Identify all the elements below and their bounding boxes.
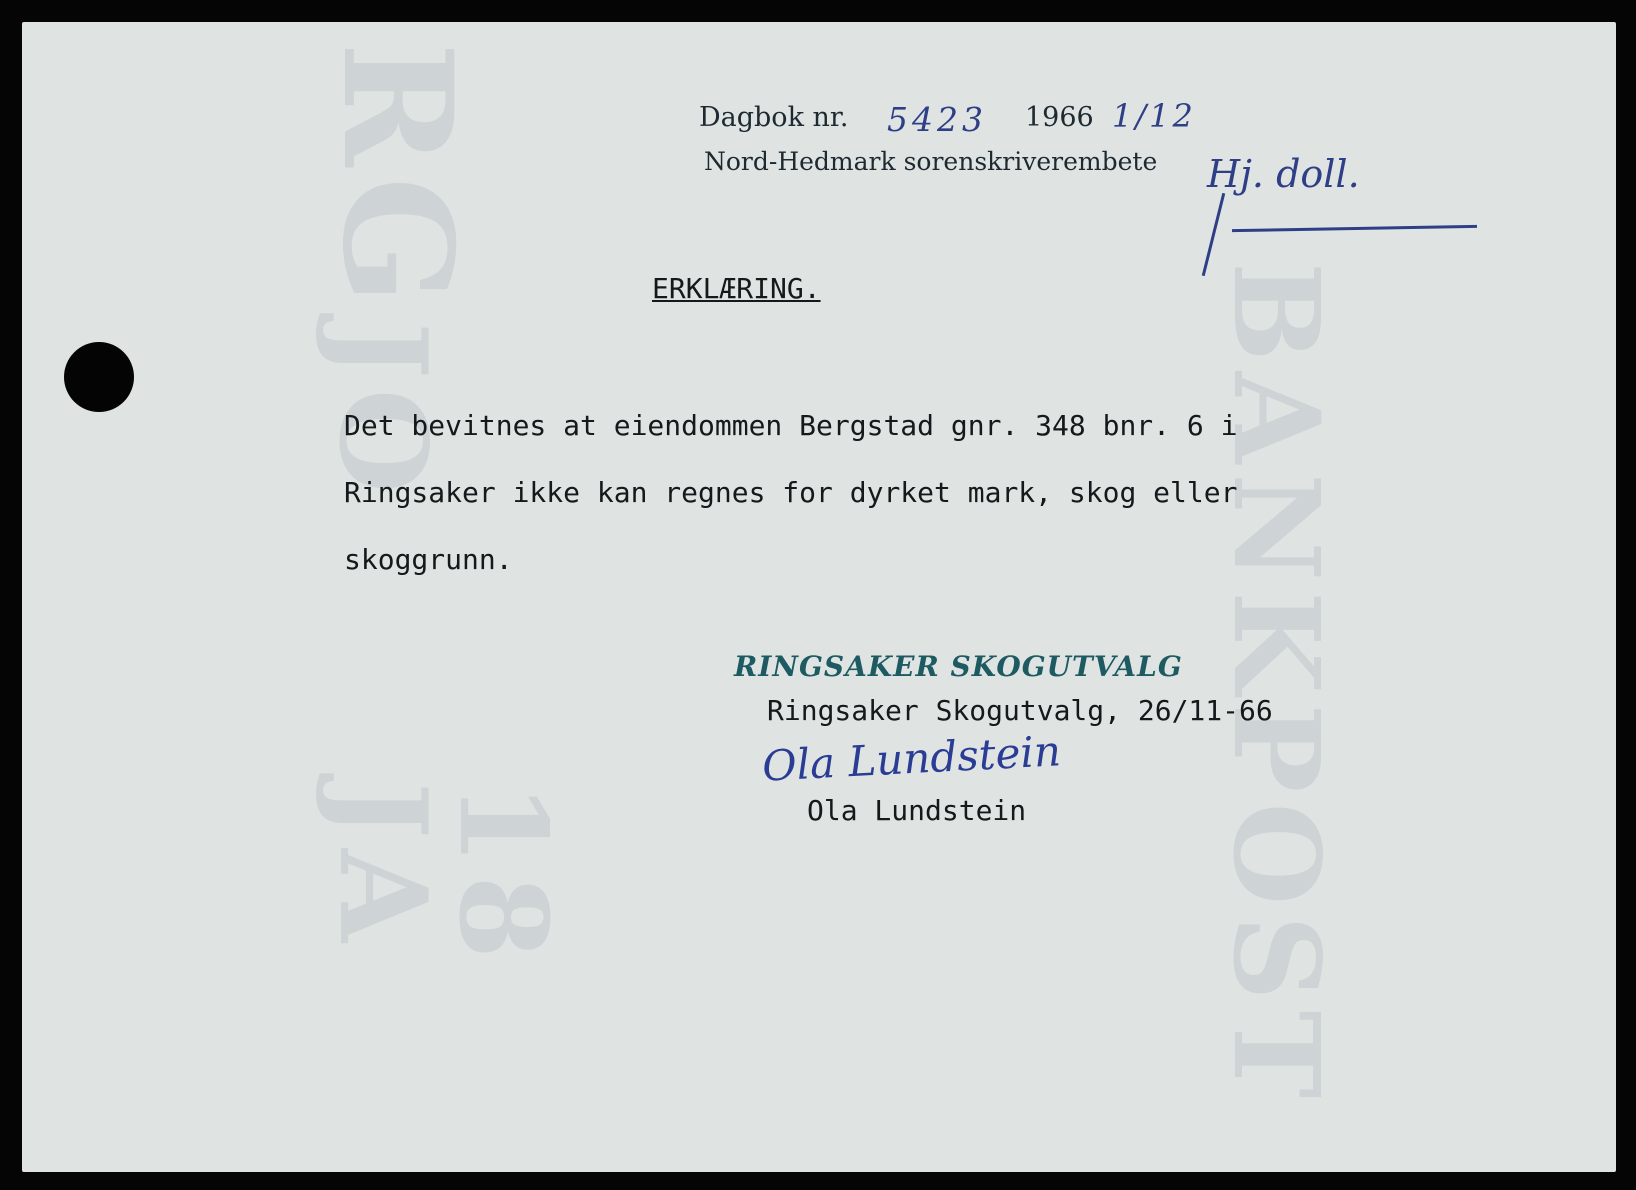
body-line: skoggrunn.	[344, 543, 513, 576]
handwritten-date: 1/12	[1112, 97, 1196, 135]
document-page	[22, 22, 1616, 1172]
stamp-year: 1966	[1025, 102, 1094, 133]
punch-hole	[64, 342, 134, 412]
watermark-left-mid: JO	[312, 322, 453, 504]
place-date: Ringsaker Skogutvalg, 26/11-66	[767, 694, 1273, 727]
handwritten-signature: Ola Lundstein	[760, 726, 1062, 791]
organization-stamp: RINGSAKER SKOGUTVALG	[734, 650, 1183, 683]
watermark-left-bottom: 18 JA	[312, 782, 573, 969]
document-heading: ERKLÆRING.	[652, 272, 821, 305]
handwritten-diary-number: 5423	[887, 100, 987, 139]
initials-underline	[1232, 225, 1477, 232]
watermark-right: BANKPOST	[1207, 262, 1346, 1109]
handwritten-initials: Hj. doll.	[1207, 152, 1360, 196]
watermark-left-top: RG	[309, 42, 485, 315]
document-body	[344, 392, 1237, 593]
body-line: Det bevitnes at eiendommen Bergstad gnr. 348 bnr. 6 i	[344, 409, 1238, 442]
signer-name: Ola Lundstein	[807, 794, 1027, 827]
dagbok-label: Dagbok nr.	[699, 102, 849, 133]
body-line: Ringsaker ikke kan regnes for dyrket mark, skog eller	[344, 476, 1238, 509]
stamp-office: Nord-Hedmark sorenskriverembete	[704, 147, 1158, 176]
